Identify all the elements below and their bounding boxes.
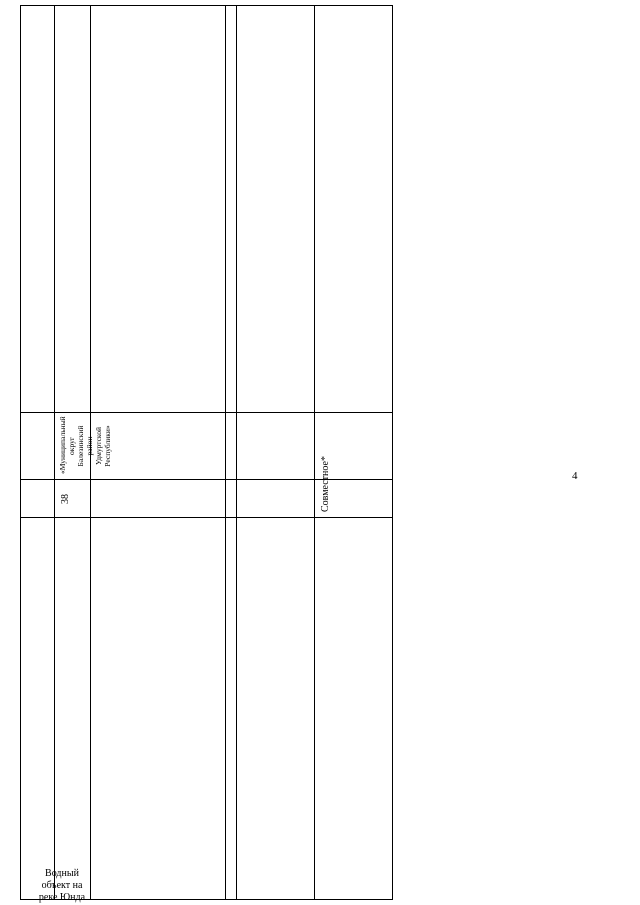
municipality-text: «Муниципальный округ Балезинский район Удмуртской Республики» — [58, 416, 112, 474]
longitude-column-line — [236, 5, 237, 900]
ownership-status: Совместное* — [320, 456, 331, 512]
section-divider — [20, 517, 393, 518]
object-name-text: Водный объект на реке Юнда — [38, 868, 86, 903]
point-number-column-line — [225, 5, 226, 900]
name-column-divider — [20, 479, 393, 480]
municipality-column-divider — [20, 412, 393, 413]
boundary-table — [20, 5, 393, 903]
latitude-column-line — [314, 5, 315, 900]
object-number: 38 — [60, 494, 71, 504]
page-number: 4 — [572, 470, 578, 482]
number-column-line — [54, 5, 55, 900]
